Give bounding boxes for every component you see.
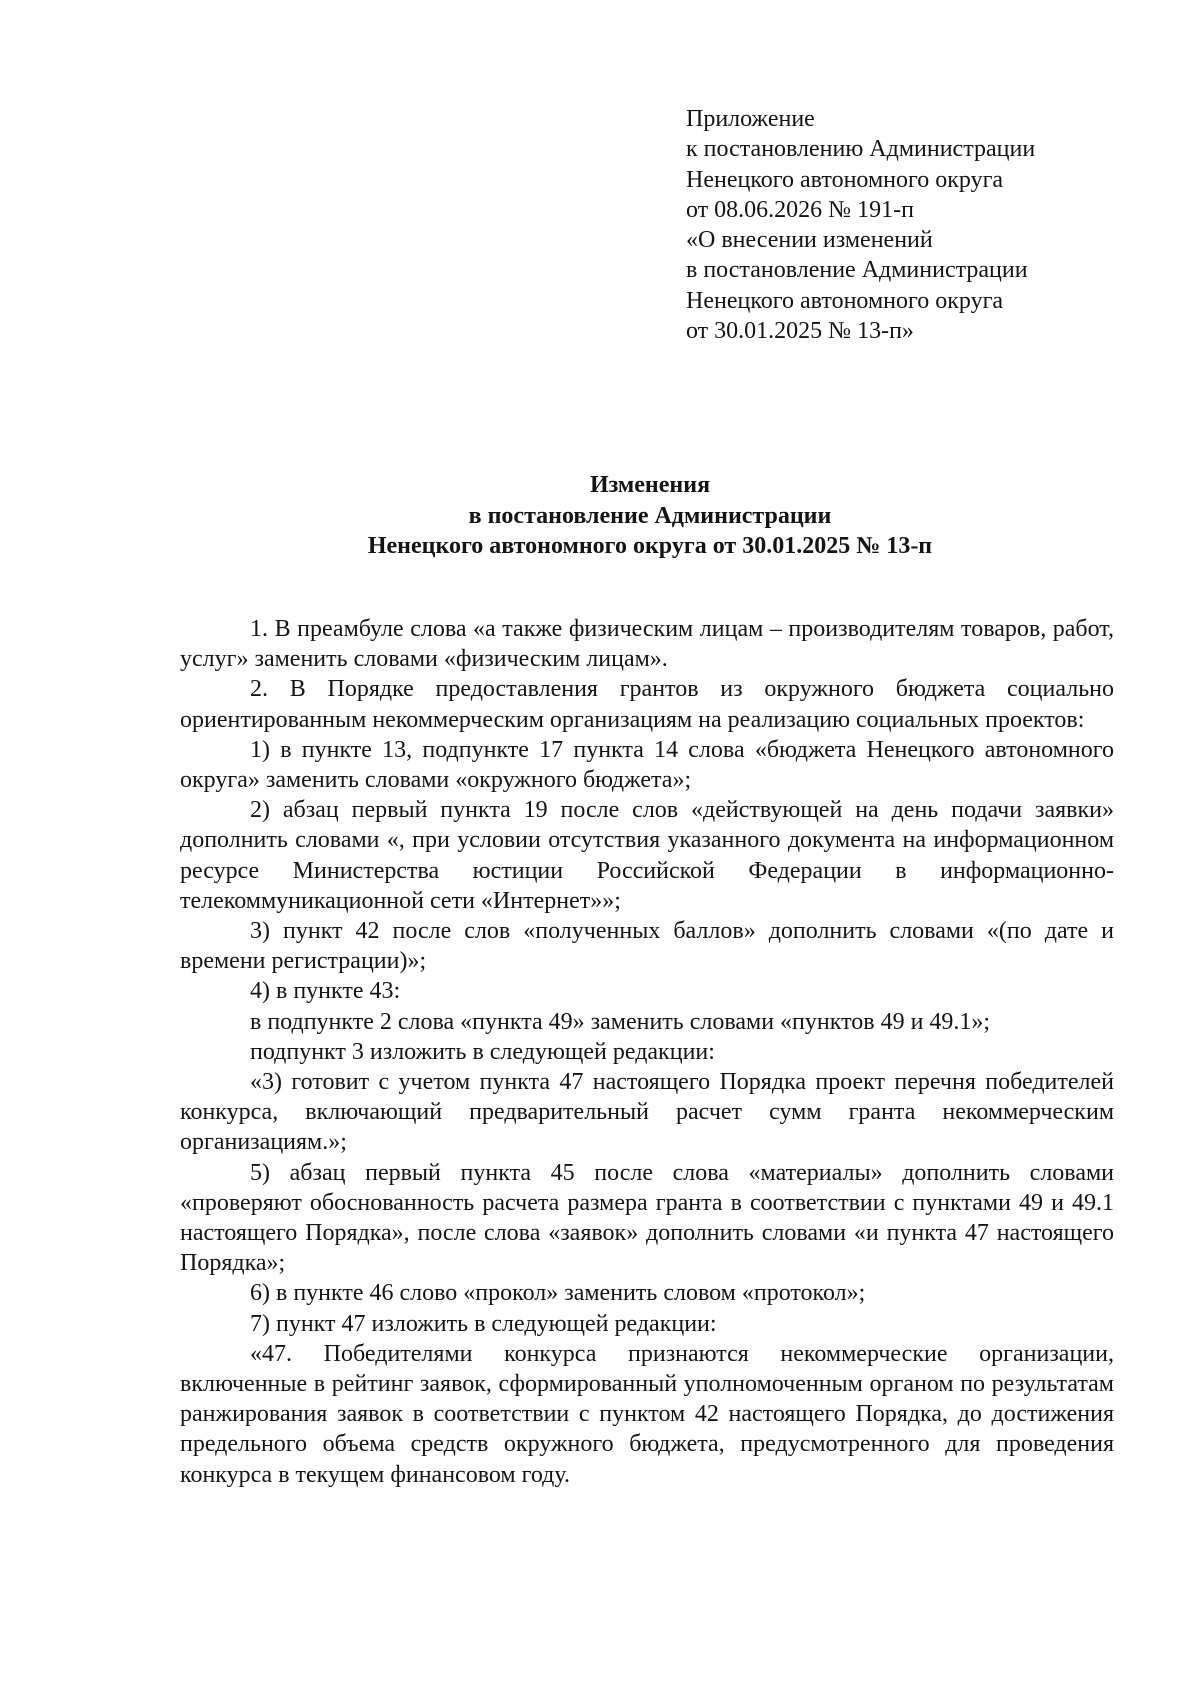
appendix-line: от 30.01.2025 № 13-п» [686,318,914,345]
appendix-line: Приложение [686,106,815,132]
paragraph-item-2: 2. В Порядке предоставления грантов из окружного бюджета социально ориентированным некоммерческим организациям на реализацию социальных проектов: [180,676,1114,733]
document-title [180,470,1120,562]
appendix-line: в постановление Администрации [686,257,1028,284]
title-line: Ненецкого автономного округа от 30.01.2025 № 13-п [367,533,933,559]
appendix-header [686,104,1146,346]
title-line: Изменения [589,472,711,498]
appendix-line: к постановлению Администрации [686,136,1036,163]
quoted-text-47: «47. Победителями конкурса признаются некоммерческие организации, включенные в рейтинг заявок, сформированный уполномоченным органом по результатам ранжирования заявок в соответствии с пунктом 42 настоящего Порядка, до достижения предельного объема средств окружного бюджета, предусмотренного для проведения конкурса в текущем финансовом году. [180,1340,1114,1488]
paragraph-item-1: 1. В преамбуле слова «а также физическим лицам – производителям товаров, работ, услуг» заменить словами «физическим лицам». [180,616,1114,673]
quoted-text-3: «3) готовит с учетом пункта 47 настоящего Порядка проект перечня победителей конкурса, включающий предварительный расчет сумм гранта некоммерческим организациям.»; [180,1069,1114,1156]
appendix-line: Ненецкого автономного округа [686,287,1004,314]
subparagraph-5: 5) абзац первый пункта 45 после слова «материалы» дополнить словами «проверяют обоснованность расчета размера гранта в соответствии с пунктами 49 и 49.1 настоящего Порядка», после слова «заявок» дополнить словами «и пункта 47 настоящего Порядка»; [180,1159,1114,1277]
document-body [180,614,1114,1490]
subparagraph-7: 7) пункт 47 изложить в следующей редакции: [250,1310,717,1337]
subparagraph-4: 4) в пункте 43: [250,978,401,1005]
subparagraph-4-item-b: подпункт 3 изложить в следующей редакции: [250,1038,715,1065]
subparagraph-3: 3) пункт 42 после слов «полученных баллов» дополнить словами «(по дате и времени регистрации)»; [180,918,1114,975]
subparagraph-2: 2) абзац первый пункта 19 после слов «действующей на день подачи заявки» дополнить словами «, при условии отсутствия указанного документа на информационном ресурсе Министерства юстиции Российской Федерации в информационно-телекоммуникационной сети «Интернет»»; [180,797,1114,914]
title-line: в постановление Администрации [468,502,832,529]
appendix-line: Ненецкого автономного округа [686,166,1004,193]
subparagraph-1: 1) в пункте 13, подпункте 17 пункта 14 слова «бюджета Ненецкого автономного округа» заменить словами «окружного бюджета»; [180,736,1114,794]
appendix-line: «О внесении изменений [686,227,933,254]
subparagraph-6: 6) в пункте 46 слово «прокол» заменить словом «протокол»; [250,1280,866,1307]
subparagraph-4-item-a: в подпункте 2 слова «пункта 49» заменить словами «пунктов 49 и 49.1»; [250,1008,991,1035]
appendix-line: от 08.06.2026 № 191-п [686,196,914,223]
